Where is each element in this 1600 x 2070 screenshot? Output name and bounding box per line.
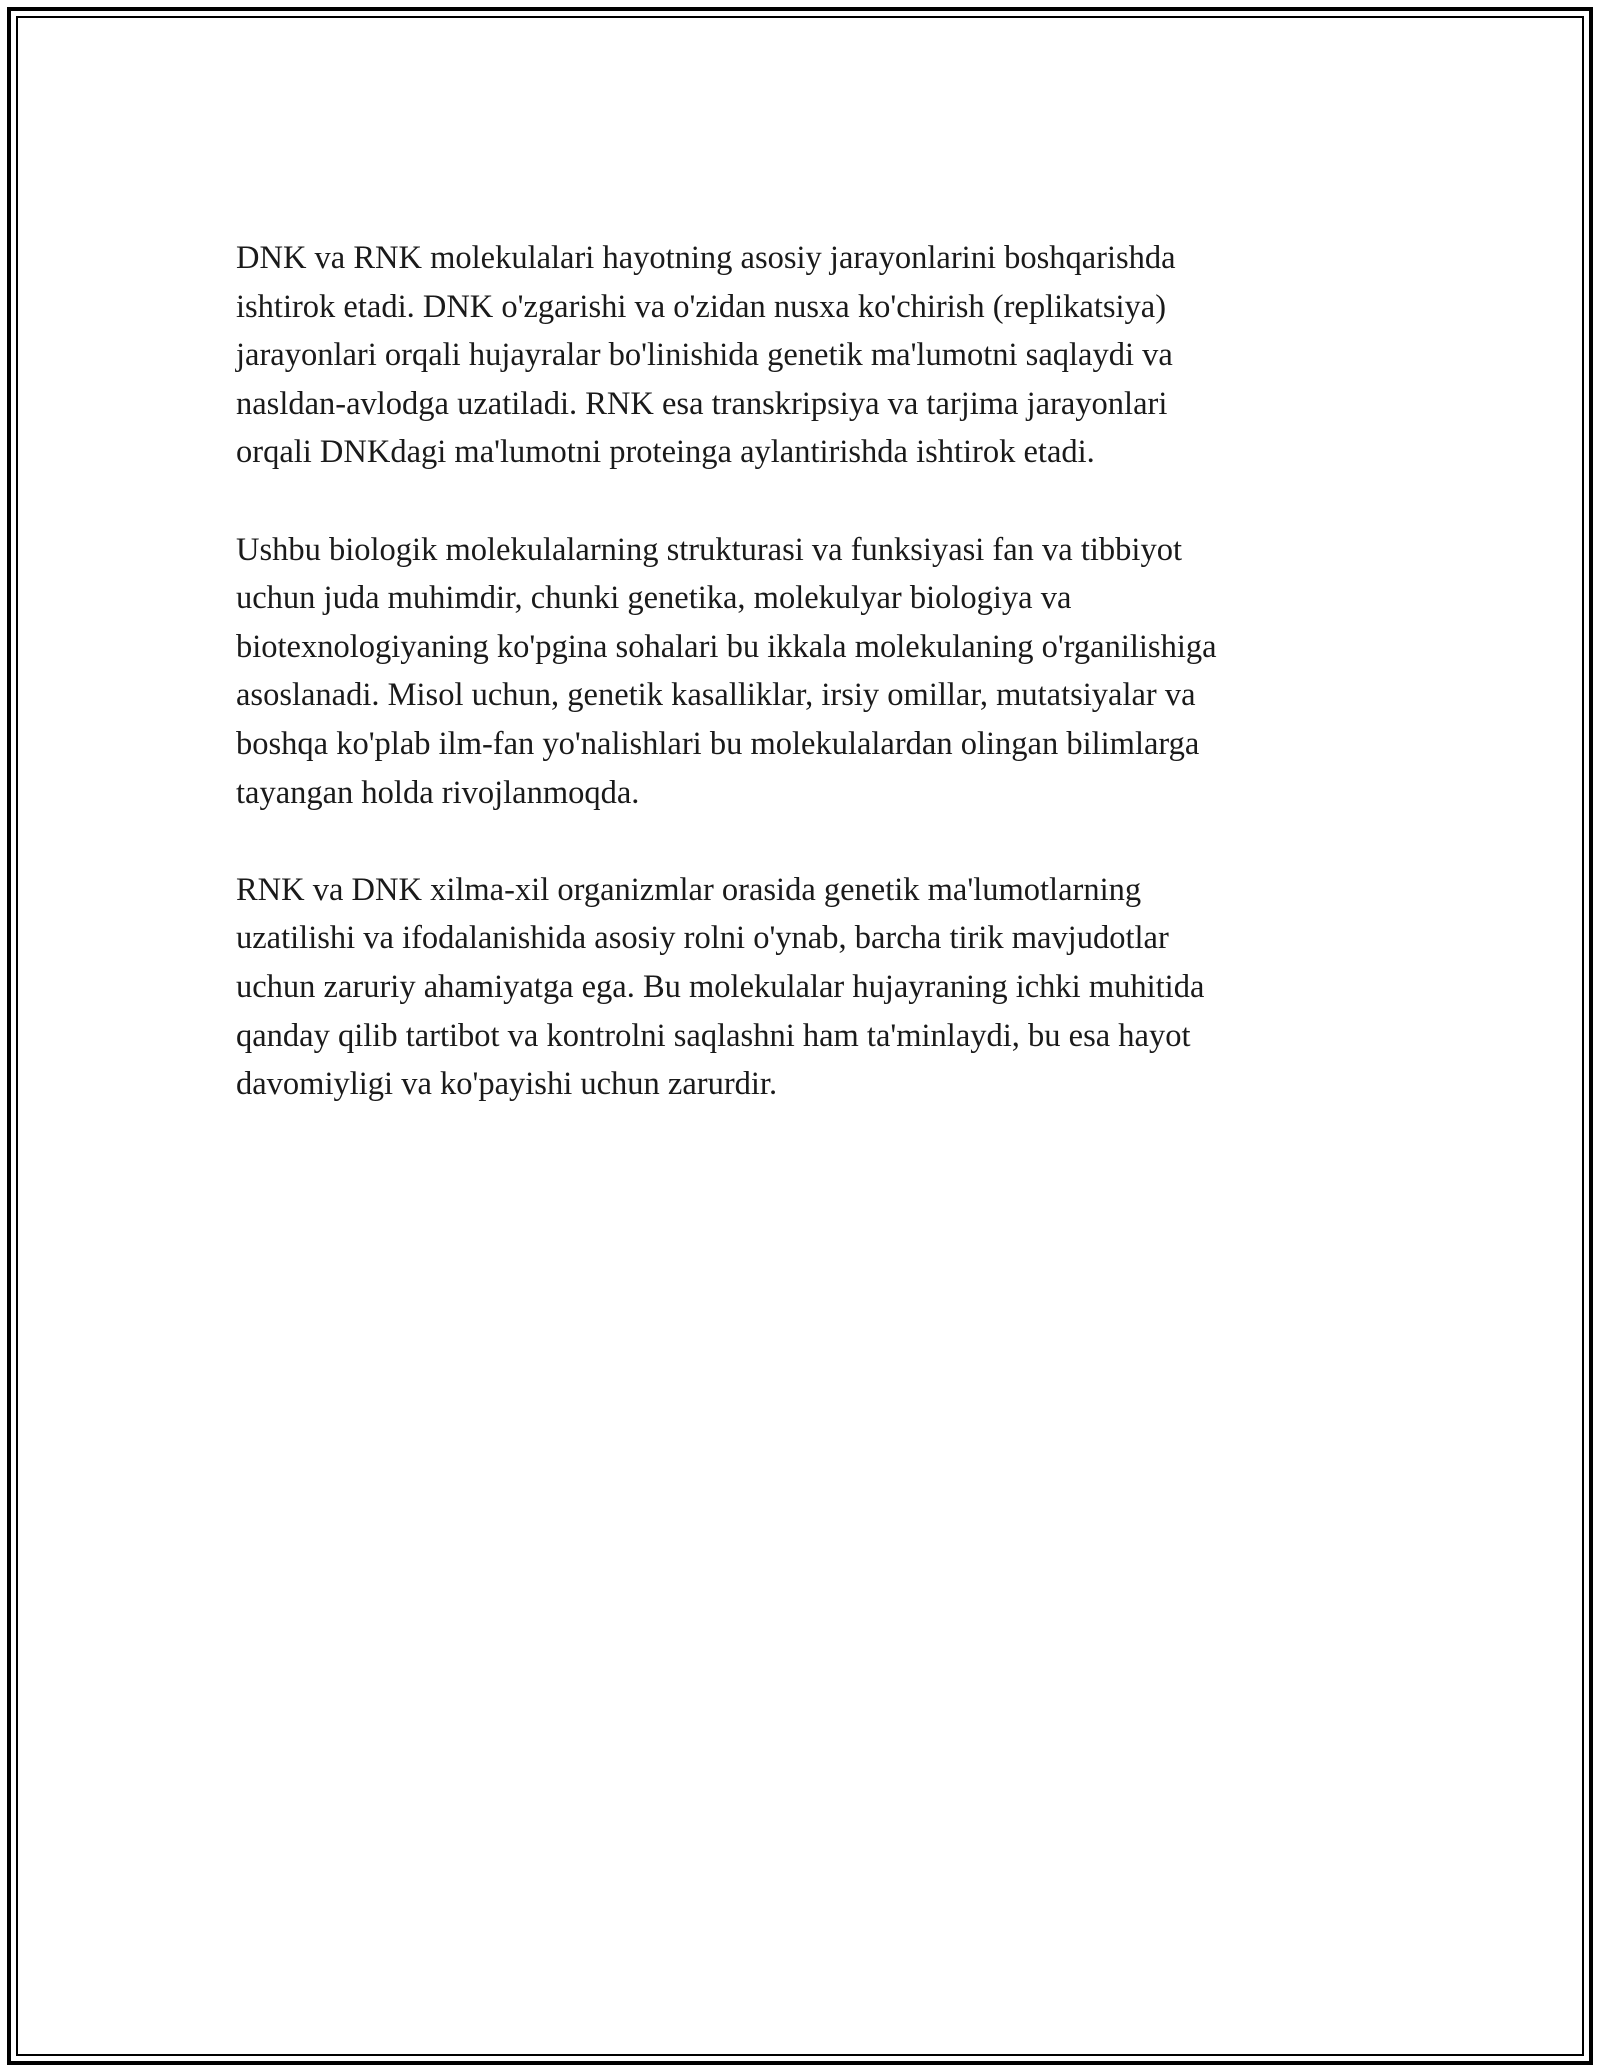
paragraph-1	[236, 234, 1386, 477]
paragraph-2	[236, 526, 1386, 818]
paragraph-line: qanday qilib tartibot va kontrolni saqlashni ham ta'minlaydi, bu esa hayot	[236, 1017, 1191, 1054]
paragraph-line: Ushbu biologik molekulalarning strukturasi va funksiyasi fan va tibbiyot	[236, 531, 1182, 568]
paragraph-line: jarayonlari orqali hujayralar bo'linishida genetik ma'lumotni saqlaydi va	[236, 337, 1173, 374]
paragraph-line: RNK va DNK xilma-xil organizmlar orasida genetik ma'lumotlarning	[236, 871, 1142, 908]
paragraph-line: biotexnologiyaning ko'pgina sohalari bu ikkala molekulaning o'rganilishiga	[236, 628, 1217, 665]
paragraph-line: asoslanadi. Misol uchun, genetik kasalliklar, irsiy omillar, mutatsiyalar va	[236, 677, 1196, 714]
paragraph-line: uzatilishi va ifodalanishida asosiy rolni o'ynab, barcha tirik mavjudotlar	[236, 920, 1169, 957]
paragraph-line: DNK va RNK molekulalari hayotning asosiy jarayonlarini boshqarishda	[236, 240, 1176, 276]
paragraph-line: uchun zaruriy ahamiyatga ega. Bu molekulalar hujayraning ichki muhitida	[236, 968, 1205, 1005]
document-body	[236, 234, 1386, 1157]
paragraph-line: tayangan holda rivojlanmoqda.	[236, 774, 640, 811]
paragraph-line: davomiyligi va ko'payishi uchun zarurdir.	[236, 1066, 778, 1103]
paragraph-line: uchun juda muhimdir, chunki genetika, molekulyar biologiya va	[236, 580, 1072, 617]
paragraph-line: orqali DNKdagi ma'lumotni proteinga aylantirishda ishtirok etadi.	[236, 434, 1095, 471]
paragraph-3	[236, 866, 1386, 1109]
paragraph-line: ishtirok etadi. DNK o'zgarishi va o'zidan nusxa ko'chirish (replikatsiya)	[236, 288, 1167, 325]
paragraph-line: boshqa ko'plab ilm-fan yo'nalishlari bu molekulalardan olingan bilimlarga	[236, 725, 1200, 762]
paragraph-line: nasldan-avlodga uzatiladi. RNK esa transkripsiya va tarjima jarayonlari	[236, 385, 1168, 422]
